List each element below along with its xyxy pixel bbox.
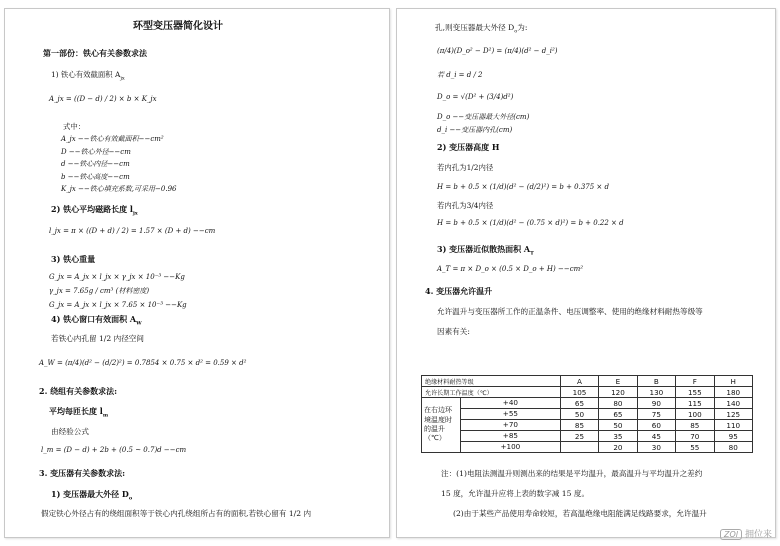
formula-density: γ_jx = 7.65g / cm³ (材料密度) (49, 287, 150, 295)
rise-cell: 90 (637, 398, 675, 409)
item1-heading: 1) 铁心有效截面积 $A_{jx}$ (51, 70, 125, 82)
item2-heading: 2) 铁心平均磁路长度 $l_{jx}$ (51, 204, 138, 217)
rise-cell: 50 (560, 409, 598, 420)
rise-cell: 85 (560, 420, 598, 431)
formula-height-half: H = b + 0.5 × (1/d)(d² − (d/2)²) = b + 0.375 × d (437, 183, 609, 191)
table-header-row (422, 376, 753, 387)
item4-description: 若铁心内孔留 1/2 内径空间 (51, 334, 144, 343)
side-label-inner (422, 398, 560, 452)
rise-cell: 80 (599, 398, 637, 409)
def-max-diameter: D_o −−变压器最大外径(cm) (437, 113, 530, 121)
table-row (422, 398, 753, 409)
watermark (720, 527, 772, 540)
ambient-temp: +55 (461, 409, 560, 420)
table-limit-row (422, 387, 753, 398)
item3-heading: 3) 铁心重量 (51, 254, 96, 264)
watermark-text: 拥位来 (744, 530, 772, 540)
rise-cell: 55 (676, 442, 714, 453)
rise-cell: 65 (599, 409, 637, 420)
rise-cell: 70 (676, 431, 714, 442)
formula-area-equality: (π/4)(D_o² − D²) = (π/4)(d² − d_i²) (437, 47, 558, 55)
def-core-area: A_jx −−铁心有效截面积−−cm² (61, 135, 164, 143)
note-line1: 注：(1)电阻法测温升则测出来的结果是平均温升，最高温升与平均温升之差约 (441, 469, 703, 478)
class-cell: H (714, 376, 752, 387)
rise-cell: 115 (676, 398, 714, 409)
temperature-rise-table (421, 375, 753, 453)
height-case-half: 若内孔为1/2内径 (437, 163, 494, 172)
class-cell: F (676, 376, 714, 387)
formula-max-diameter: D_o = √(D² + (3/4)d²) (437, 93, 514, 101)
rise-cell: 60 (637, 420, 675, 431)
where-label: 式中： (63, 122, 86, 131)
def-outer-diameter: D −−铁心外径−−cm (61, 148, 131, 156)
class-cell: A (560, 376, 598, 387)
part2-heading: 2. 绕组有关参数求法: (39, 386, 118, 396)
empirical-formula-label: 由经验公式 (51, 427, 89, 436)
max-diameter-heading: 1) 变压器最大外径 $D_o$ (51, 489, 133, 502)
rise-cell: 80 (714, 442, 752, 453)
height-case-three-quarter: 若内孔为3/4内径 (437, 201, 494, 210)
temperature-paragraph-line1: 允许温升与变压器所工作的正温条件、电压调整率、使用的绝缘材料耐热等级等 (437, 307, 703, 316)
rise-cell: 95 (714, 431, 752, 442)
height-heading: 2) 变压器高度 H (437, 142, 500, 152)
limit-cell: 105 (560, 387, 598, 398)
document-title: 环型变压器简化设计 (133, 21, 223, 32)
right-page (396, 8, 776, 538)
mean-turn-length-heading: 平均每匝长度 $l_m$ (49, 406, 109, 419)
rise-cell: 30 (637, 442, 675, 453)
side-label: 在右边环境温度时的温升（℃） (422, 398, 461, 452)
def-inner-diameter: d −−铁心内径−−cm (61, 160, 130, 168)
rise-cell: 125 (714, 409, 752, 420)
rise-cell: 50 (599, 420, 637, 431)
rise-cell: 25 (560, 431, 598, 442)
formula-weight-a: G_jx = A_jx × l_jx × γ_jx × 10⁻³ −−Kg (49, 273, 185, 281)
formula-heat-area: A_T = π × D_o × (0.5 × D_o + H) −−cm² (437, 265, 584, 273)
temperature-paragraph-line2: 因素有关: (437, 327, 470, 336)
ambient-temp: +40 (461, 398, 560, 409)
rise-cell: 20 (599, 442, 637, 453)
limit-cell: 180 (714, 387, 752, 398)
header-label-cell: 绝缘材料耐热等级 (422, 376, 561, 387)
rise-cell: 65 (560, 398, 598, 409)
class-cell: E (599, 376, 637, 387)
heat-area-heading: 3) 变压器近似散热面积 $A_T$ (437, 244, 534, 257)
rise-cell (560, 442, 598, 453)
part3-heading: 3. 变压器有关参数求法: (39, 468, 126, 478)
assumption-text: 假定铁心外径占有的绕组面积等于铁心内孔绕组所占有的面积,若铁心留有 1/2 内 (41, 509, 312, 518)
def-fill-factor: K_jx −−铁心填充系数,可采用−0.96 (61, 185, 177, 193)
ambient-temp: +100 (500, 442, 521, 451)
ambient-temp: +70 (461, 420, 560, 431)
part4-heading: 4. 变压器允许温升 (425, 286, 493, 296)
note-line2: 15 度，允许温升应将上表的数字减 15 度。 (441, 489, 590, 498)
def-core-height: b −−铁心高度−−cm (61, 173, 130, 181)
limit-cell: 120 (599, 387, 637, 398)
part1-heading: 第一部份：铁心有关参数求法 (43, 48, 147, 58)
note-line3: (2)由于某些产品使用寿命较短，若高温绝缘电阻能满足线路要求，允许温升 (453, 509, 707, 518)
limit-cell: 130 (637, 387, 675, 398)
watermark-logo: ZOl (720, 529, 742, 540)
rise-cell: 45 (637, 431, 675, 442)
formula-window-area: A_W = (π/4)(d² − (d/2)²) = 0.7854 × 0.75 × d² = 0.59 × d² (39, 359, 247, 367)
def-inner-hole: d_i −−变压器内孔(cm) (437, 126, 513, 134)
left-page (4, 8, 390, 538)
limit-label-cell: 允许长期工作温度（℃） (422, 387, 561, 398)
rise-cell: 110 (714, 420, 752, 431)
formula-inner-hole: 若 d_i = d / 2 (437, 71, 483, 79)
ambient-temp: +85 (461, 431, 560, 442)
rise-cell: 100 (676, 409, 714, 420)
formula-height-three-quarter: H = b + 0.5 × (1/d)(d² − (0.75 × d)²) = b + 0.22 × d (437, 219, 624, 227)
item4-heading: 4) 铁心窗口有效面积 $A_W$ (51, 314, 142, 327)
rise-cell: 75 (637, 409, 675, 420)
formula-mean-turn: l_m = (D − d) + 2b + (0.5 ~ 0.7)d −−cm (41, 446, 187, 454)
side-label-cell (422, 398, 561, 453)
rise-cell: 140 (714, 398, 752, 409)
class-cell: B (637, 376, 675, 387)
rise-cell: 85 (676, 420, 714, 431)
formula-weight-b: G_jx = A_jx × l_jx × 7.65 × 10⁻³ −−Kg (49, 301, 187, 309)
rise-cell: 35 (599, 431, 637, 442)
continued-text: 孔,则变压器最大外径 $D_o$为: (435, 23, 528, 35)
formula-magnetic-path: l_jx = π × ((D + d) / 2) = 1.57 × (D + d) −−cm (49, 227, 216, 235)
limit-cell: 155 (676, 387, 714, 398)
formula-core-area: A_jx = ((D − d) / 2) × b × K_jx (49, 95, 157, 103)
